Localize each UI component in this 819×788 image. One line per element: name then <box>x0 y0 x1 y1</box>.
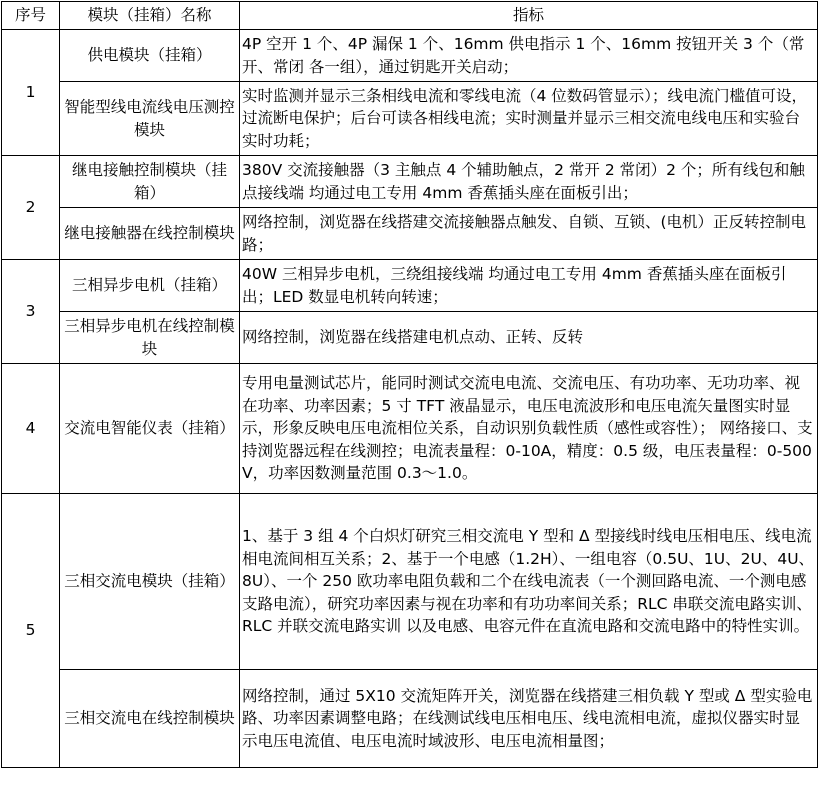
table-row <box>2 156 818 208</box>
module-name: 三相异步电机在线控制模块 <box>60 312 240 364</box>
spec-text: 网络控制，浏览器在线搭建交流接触器点触发、自锁、互锁、(电机）正反转控制电路； <box>240 208 818 260</box>
row-index: 2 <box>2 156 60 260</box>
module-name: 三相交流电模块（挂箱） <box>60 494 240 670</box>
row-index: 5 <box>2 494 60 768</box>
row-index: 1 <box>2 30 60 156</box>
row-index: 3 <box>2 260 60 364</box>
module-name: 供电模块（挂箱） <box>60 30 240 82</box>
spec-table <box>1 1 818 768</box>
table-row <box>2 260 818 312</box>
spec-text: 4P 空开 1 个、4P 漏保 1 个、16mm 供电指示 1 个、16mm 按钮开关 3 个（常开、常闭 各一组），通过钥匙开关启动； <box>240 30 818 82</box>
module-name: 三相异步电机（挂箱） <box>60 260 240 312</box>
table-row <box>2 364 818 494</box>
table-row <box>2 30 818 82</box>
spec-text: 网络控制，通过 5X10 交流矩阵开关，浏览器在线搭建三相负载 Y 型或 Δ 型实验电路、功率因素调整电路；在线测试线电压相电压、线电流相电流，虚拟仪器实时显示电压电流值、电压电流时域波形、电压电流相量图； <box>240 670 818 768</box>
header-module: 模块（挂箱）名称 <box>60 2 240 30</box>
header-index: 序号 <box>2 2 60 30</box>
module-name: 继电接触器在线控制模块 <box>60 208 240 260</box>
module-name: 继电接触控制模块（挂箱） <box>60 156 240 208</box>
spec-text: 网络控制，浏览器在线搭建电机点动、正转、反转 <box>240 312 818 364</box>
module-name: 交流电智能仪表（挂箱） <box>60 364 240 494</box>
table-row <box>2 82 818 156</box>
header-spec: 指标 <box>240 2 818 30</box>
table-row <box>2 208 818 260</box>
spec-text: 实时监测并显示三条相线电流和零线电流（4 位数码管显示）；线电流门槛值可设，过流断电保护；后台可读各相线电流；实时测量并显示三相交流电线电压和实验台实时功耗； <box>240 82 818 156</box>
table-row <box>2 312 818 364</box>
module-name: 三相交流电在线控制模块 <box>60 670 240 768</box>
spec-text: 40W 三相异步电机，三绕组接线端 均通过电工专用 4mm 香蕉插头座在面板引出；LED 数显电机转向转速； <box>240 260 818 312</box>
table-header-row <box>2 2 818 30</box>
spec-text: 1、基于 3 组 4 个白炽灯研究三相交流电 Y 型和 Δ 型接线时线电压相电压、线电流相电流间相互关系；2、基于一个电感（1.2H）、一组电容（0.5U、1U、2U、4U、8U）、一个 250 欧功率电阻负载和二个在线电流表（一个测回路电流、一个测电感支路电流），研究功率因素与视在功率和有功功率间关系；RLC 串联交流电路实训、RLC 并联交流电路实训 以及电感、电容元件在直流电路和交流电路中的特性实训。 <box>240 494 818 670</box>
table-row <box>2 494 818 670</box>
spec-text: 380V 交流接触器（3 主触点 4 个辅助触点，2 常开 2 常闭）2 个；所有线包和触点接线端 均通过电工专用 4mm 香蕉插头座在面板引出； <box>240 156 818 208</box>
table-row <box>2 670 818 768</box>
spec-text: 专用电量测试芯片，能同时测试交流电电流、交流电压、有功功率、无功功率、视在功率、功率因素；5 寸 TFT 液晶显示，电压电流波形和电压电流矢量图实时显示，形象反映电压电流相位关系，自动识别负载性质（感性或容性）； 网络接口、支持浏览器远程在线测控；电流表量程：0-10A，精度：0.5 级，电压表量程：0-500V，功率因数测量范围 0.3～1.0。 <box>240 364 818 494</box>
module-name: 智能型线电流线电压测控模块 <box>60 82 240 156</box>
row-index: 4 <box>2 364 60 494</box>
